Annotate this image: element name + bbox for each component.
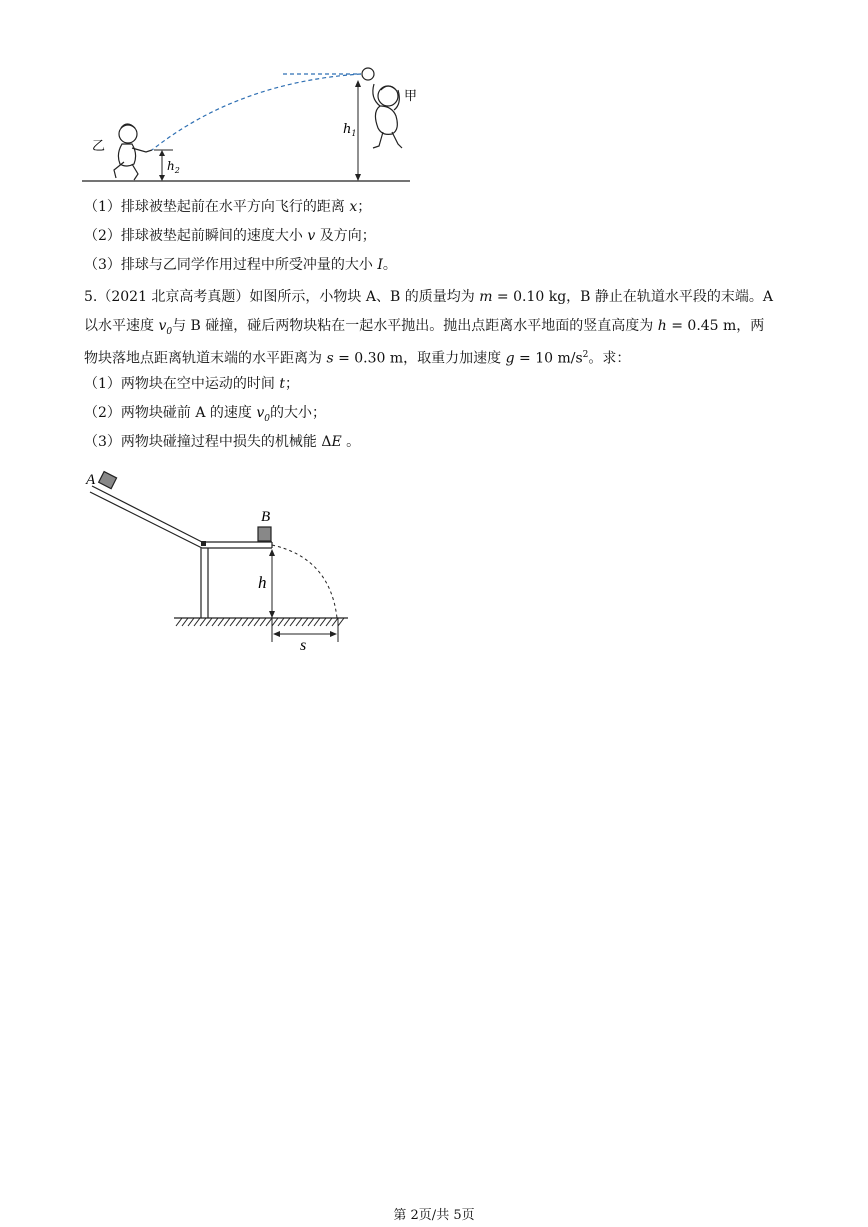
q5-intro-line2: 以水平速度 $v_0$与 B 碰撞，碰后两物块粘在一起水平抛出。抛出点距离水平地面的竖直高度为 h = 0.45 m，两 <box>84 318 765 337</box>
projectile-path <box>272 545 337 618</box>
q5-part2: （2）两物块碰前 A 的速度 $v_0$的大小； <box>84 405 327 424</box>
label-yi: 乙 <box>92 139 106 154</box>
ground-hatching <box>176 618 344 626</box>
person-jia <box>373 84 402 148</box>
volleyball-figure <box>78 62 418 188</box>
slope-track-top <box>92 486 202 542</box>
ball-trajectory <box>152 74 361 150</box>
label-h: h <box>258 573 267 592</box>
track-figure <box>82 468 362 650</box>
q5-intro-line3: 物块落地点距离轨道末端的水平距离为 s = 0.30 m，取重力加速度 g = 10 $m/s^2$。求： <box>84 350 631 367</box>
label-h1: $h_1$ <box>343 122 357 138</box>
slope-track-bottom <box>90 492 202 548</box>
label-b: B <box>261 509 271 525</box>
page-number: 第 2页/共 5页 <box>393 1208 475 1223</box>
label-jia: 甲 <box>404 89 418 104</box>
label-s: s <box>300 637 307 650</box>
q4-part3: （3）排球与乙同学作用过程中所受冲量的大小 I。 <box>84 257 397 273</box>
ball <box>362 68 374 80</box>
q4-part1: （1）排球被垫起前在水平方向飞行的距离 x； <box>84 199 372 215</box>
q5-part3: （3）两物块碰撞过程中损失的机械能 ΔE 。 <box>84 434 361 450</box>
page-footer <box>0 1204 868 1223</box>
label-a: A <box>86 472 96 488</box>
label-h2: $h_2$ <box>167 159 180 175</box>
q5-intro-line1: 5.（2021 北京高考真题）如图所示，小物块 A、B 的质量均为 m = 0.10 kg，B 静止在轨道水平段的末端。A <box>84 289 774 305</box>
person-yi <box>114 124 152 180</box>
block-b <box>258 527 271 541</box>
q5-part1: （1）两物块在空中运动的时间 t； <box>84 376 299 392</box>
q4-part2: （2）排球被垫起前瞬间的速度大小 v 及方向； <box>84 228 376 244</box>
block-a <box>99 472 117 489</box>
